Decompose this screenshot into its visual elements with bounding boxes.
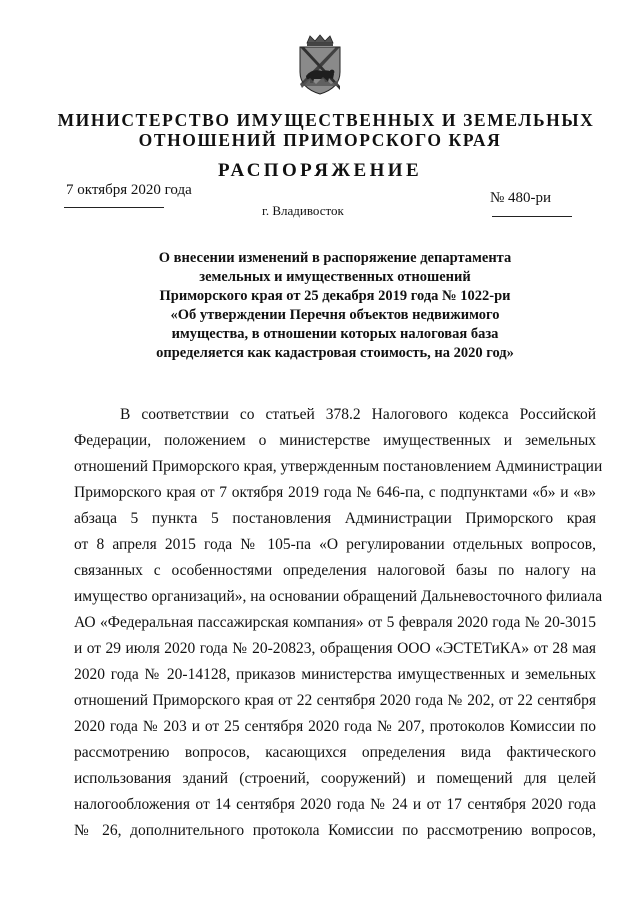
body-text-line: отношений Приморского края от 22 сентября 2020 года № 202, от 22 сентября [74, 692, 596, 709]
body-text-line: имущество организаций», на основании обращений Дальневосточного филиала [74, 588, 603, 605]
body-text-line: от 8 апреля 2015 года № 105-па «О регулировании отдельных вопросов, [74, 536, 596, 553]
document-date: 7 октября 2020 года [66, 182, 192, 198]
body-text-line: 2020 года № 20-14128, приказов министерства имущественных и земельных [74, 666, 596, 683]
subject-line: «Об утверждении Перечня объектов недвижимого [170, 307, 500, 323]
ministry-title-line-1: МИНИСТЕРСТВО ИМУЩЕСТВЕННЫХ И ЗЕМЕЛЬНЫХ [57, 110, 595, 130]
body-text-line: использования зданий (строений, сооружений) и помещений для целей [74, 770, 596, 787]
body-text-line: 2020 года № 203 и от 25 сентября 2020 года № 207, протоколов Комиссии по [74, 718, 596, 735]
document-city: г. Владивосток [262, 203, 344, 218]
body-text-line: В соответствии со статьей 378.2 Налогового кодекса Российской [120, 406, 596, 423]
body-text-line: и от 29 июля 2020 года № 20-20823, обращения ООО «ЭСТЕТиКА» от 28 мая [74, 640, 596, 657]
body-text-line: Приморского края от 7 октября 2019 года № 646-па, с подпунктами «б» и «в» [74, 484, 596, 501]
document-number: № 480-ри [490, 190, 552, 206]
body-text-line: налогообложения от 14 сентября 2020 года № 24 и от 17 сентября 2020 года [74, 796, 596, 813]
subject-line: определяется как кадастровая стоимость, на 2020 год» [156, 345, 514, 361]
ministry-title-line-2: ОТНОШЕНИЙ ПРИМОРСКОГО КРАЯ [138, 130, 502, 150]
document-type: РАСПОРЯЖЕНИЕ [217, 160, 423, 181]
subject-line: Приморского края от 25 декабря 2019 года № 1022-ри [159, 288, 511, 304]
coat-of-arms-icon [290, 34, 350, 96]
body-text-line: АО «Федеральная пассажирская компания» от 5 февраля 2020 года № 20-3015 [74, 614, 596, 631]
number-underline [492, 216, 572, 217]
body-text-line: связанных с особенностями определения налоговой базы по налогу на [74, 562, 596, 579]
body-text-line: рассмотрению вопросов, касающихся определения вида фактического [74, 744, 596, 761]
subject-line: О внесении изменений в распоряжение департамента [158, 250, 512, 266]
body-text-line: отношений Приморского края, утвержденным постановлением Администрации [74, 458, 603, 475]
subject-line: земельных и имущественных отношений [199, 269, 471, 285]
subject-line: имущества, в отношении которых налоговая база [171, 326, 499, 342]
date-underline [64, 207, 164, 208]
body-text-line: абзаца 5 пункта 5 постановления Администрации Приморского края [74, 510, 596, 527]
body-text-line: Федерации, положением о министерстве имущественных и земельных [74, 432, 596, 449]
body-text-line: № 26, дополнительного протокола Комиссии по рассмотрению вопросов, [74, 822, 596, 839]
